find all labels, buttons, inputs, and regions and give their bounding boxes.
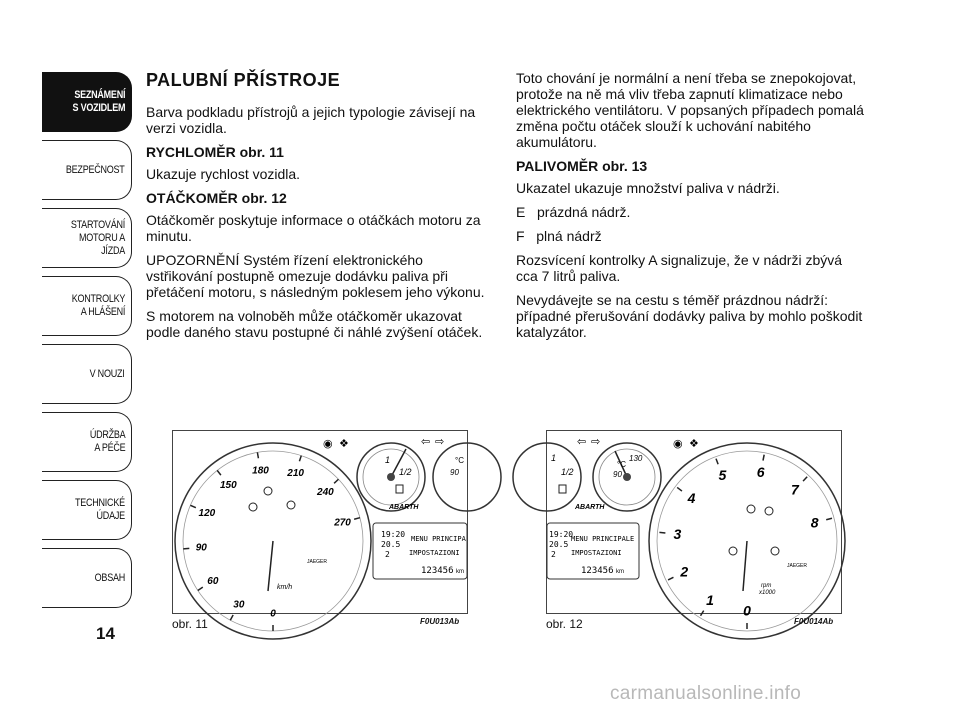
fuel-advice-text: Nevydávejte se na cestu s téměř prázdnou nádrží: případné přerušování dodávky paliva by mohlo poškodit katalyzátor. [516, 292, 863, 340]
tick-label: 5 [718, 467, 727, 484]
tick-label: 210 [287, 467, 304, 479]
speed-unit: km/h [277, 584, 293, 591]
fuel-full-label: 1 [551, 453, 557, 463]
tick-label: 0 [743, 602, 751, 619]
tachometer-heading: OTÁČKOMĚR obr. 12 [146, 190, 287, 206]
tick-mark [257, 452, 258, 458]
engine-icon [249, 503, 257, 511]
display-settings: IMPOSTAZIONI [409, 549, 460, 557]
right-column [516, 70, 866, 348]
fuel-gauge-heading: PALIVOMĚR obr. 13 [516, 158, 648, 174]
figure-12-caption: obr. 12 [546, 617, 583, 631]
display-gear: 2 [551, 550, 556, 559]
oil-icon [729, 547, 737, 555]
tick-label: 2 [680, 563, 689, 580]
tab-kontrolky[interactable]: KONTROLKY A HLÁŠENÍ [42, 276, 132, 336]
rpm-needle [743, 541, 747, 591]
idle-text: S motorem na volnoběh může otáčkoměr ukazovat podle daného stavu postupné či náhlé zvýšení otáček. [146, 308, 483, 340]
speedometer-illustration [173, 431, 467, 620]
display-time: 19:20 [381, 530, 406, 539]
display-settings: IMPOSTAZIONI [571, 549, 622, 557]
fuel-pump-icon [396, 485, 403, 493]
tick-mark [334, 479, 338, 483]
tick-label: 150 [219, 479, 237, 491]
tick-mark [716, 459, 718, 465]
arrow-left-icon: ⇦ [421, 436, 431, 448]
brake-icon [287, 501, 295, 509]
temp-max: 130 [629, 454, 643, 463]
brand-logo: ABARTH [575, 504, 605, 511]
rpm-tick-labels [673, 464, 818, 619]
arrow-left-icon: ⇦ [577, 436, 587, 448]
fog-light-icon: ❖ [339, 438, 349, 450]
speed-ticks [183, 452, 360, 631]
tick-label: 90 [195, 542, 207, 554]
figure-speedometer [172, 430, 468, 620]
tick-label: 30 [233, 599, 245, 611]
tick-mark [803, 477, 807, 481]
warning-light-icon [264, 487, 272, 495]
tick-label: 7 [790, 481, 799, 498]
tab-obsah[interactable]: OBSAH [42, 548, 132, 608]
tab-bezpecnost[interactable]: BEZPEČNOST [42, 140, 132, 200]
fuel-pump-icon [559, 485, 566, 493]
tick-label: 8 [810, 514, 819, 531]
rpm-unit-multiplier: x1000 [759, 590, 776, 596]
speedometer-heading: RYCHLOMĚR obr. 11 [146, 144, 284, 160]
brand-label: JAEGER [787, 563, 808, 569]
warning-text: UPOZORNĚNÍ Systém řízení elektronického vstřikování postupně omezuje dodávku paliva při přetáčení motoru, s následným poklesem jeho výkonu. [146, 252, 485, 300]
airbag-icon [765, 507, 773, 515]
tick-mark [198, 587, 203, 590]
display-temp: 20.5 [549, 540, 569, 549]
display-odometer: 123456 [421, 566, 454, 576]
arrow-right-icon: ⇨ [435, 436, 445, 448]
tick-mark [826, 518, 832, 520]
display-odo-unit: km [456, 569, 464, 575]
tick-mark [668, 577, 673, 580]
tick-label: 6 [756, 464, 765, 481]
speed-needle [268, 541, 273, 591]
tick-label: 4 [687, 490, 696, 507]
page-number: 14 [96, 624, 115, 643]
brand-label: JAEGER [307, 559, 328, 565]
seatbelt-icon [747, 505, 755, 513]
battery-icon [771, 547, 779, 555]
fuel-empty-line: E prázdná nádrž. [516, 204, 631, 220]
speedometer-text: Ukazuje rychlost vozidla. [146, 166, 301, 182]
figure-11-code: F0U013Ab [420, 617, 460, 626]
tick-mark [299, 456, 301, 462]
tick-label: 0 [270, 608, 276, 620]
tick-mark [217, 470, 221, 475]
tab-startovani[interactable]: STARTOVÁNÍ MOTORU A JÍZDA [42, 208, 132, 268]
display-time: 19:20 [549, 530, 574, 539]
fuel-full-label: 1 [385, 455, 391, 465]
fuel-half-label: 1/2 [399, 467, 412, 477]
fog-light-icon: ❖ [689, 438, 699, 450]
behaviour-text: Toto chování je normální a není třeba se znepokojovat, protože na ně má vliv třeba zapnutí klimatizace nebo elektrického ventilátoru. V popsaných případech pomalá změna počtu otáček slouží k uchování nabitého akumulátoru. [516, 70, 864, 150]
left-column [146, 72, 486, 348]
tick-mark [230, 615, 233, 620]
fuel-half-label: 1/2 [561, 467, 574, 477]
intro-text: Barva podkladu přístrojů a jejich typologie závisejí na verzi vozidla. [146, 104, 476, 136]
temp-mark: 90 [613, 470, 622, 479]
tab-seznameni[interactable]: SEZNÁMENÍ S VOZIDLEM [42, 72, 132, 132]
brand-logo: ABARTH [389, 504, 419, 511]
page-title: PALUBNÍ PŘÍSTROJE [146, 70, 341, 90]
light-icon: ◉ [673, 438, 683, 450]
tick-label: 120 [198, 507, 216, 519]
tick-mark [677, 487, 682, 491]
figure-12-code: F0U014Ab [794, 617, 834, 626]
tick-mark [190, 505, 196, 507]
temp-unit-label: °C [455, 456, 464, 465]
tick-mark [354, 518, 360, 520]
tab-technicke[interactable]: TECHNICKÉ ÚDAJE [42, 480, 132, 540]
display-temp: 20.5 [381, 540, 401, 549]
arrow-right-icon: ⇨ [591, 436, 601, 448]
figure-tachometer [546, 430, 842, 619]
tick-mark [659, 532, 665, 533]
temp-unit-label: °C [617, 460, 626, 469]
fuel-reserve-text: Rozsvícení kontrolky A signalizuje, že v nádrži zbývá cca 7 litrů paliva. [516, 252, 843, 284]
tachometer-illustration [547, 431, 841, 619]
rpm-unit: rpm [761, 583, 772, 589]
light-icon: ◉ [323, 438, 333, 450]
tick-label: 180 [252, 465, 269, 477]
tick-label: 60 [207, 575, 219, 587]
display-menu: MENU PRINCIPA [411, 535, 466, 543]
temp-mark: 90 [450, 468, 459, 477]
tick-mark [701, 611, 704, 616]
display-odometer: 123456 [581, 566, 614, 576]
display-gear: 2 [385, 550, 390, 559]
watermark: carmanualsonline.info [610, 683, 802, 704]
fuel-full-line: F plná nádrž [516, 228, 602, 244]
tick-label: 240 [317, 486, 334, 498]
tick-mark [183, 548, 189, 549]
tick-label: 3 [673, 525, 682, 542]
display-odo-unit: km [616, 569, 624, 575]
display-menu: MENU PRINCIPALE [571, 535, 635, 543]
figure-11-caption: obr. 11 [172, 617, 208, 631]
tachometer-text: Otáčkoměr poskytuje informace o otáčkách motoru za minutu. [146, 212, 481, 244]
tick-mark [763, 455, 764, 461]
tick-label: 1 [706, 592, 714, 609]
tick-label: 270 [334, 517, 351, 529]
tab-v-nouzi[interactable]: V NOUZI [42, 344, 132, 404]
tab-udrzba[interactable]: ÚDRŽBA A PÉČE [42, 412, 132, 472]
fuel-gauge-text: Ukazatel ukazuje množství paliva v nádrži. [516, 180, 780, 196]
